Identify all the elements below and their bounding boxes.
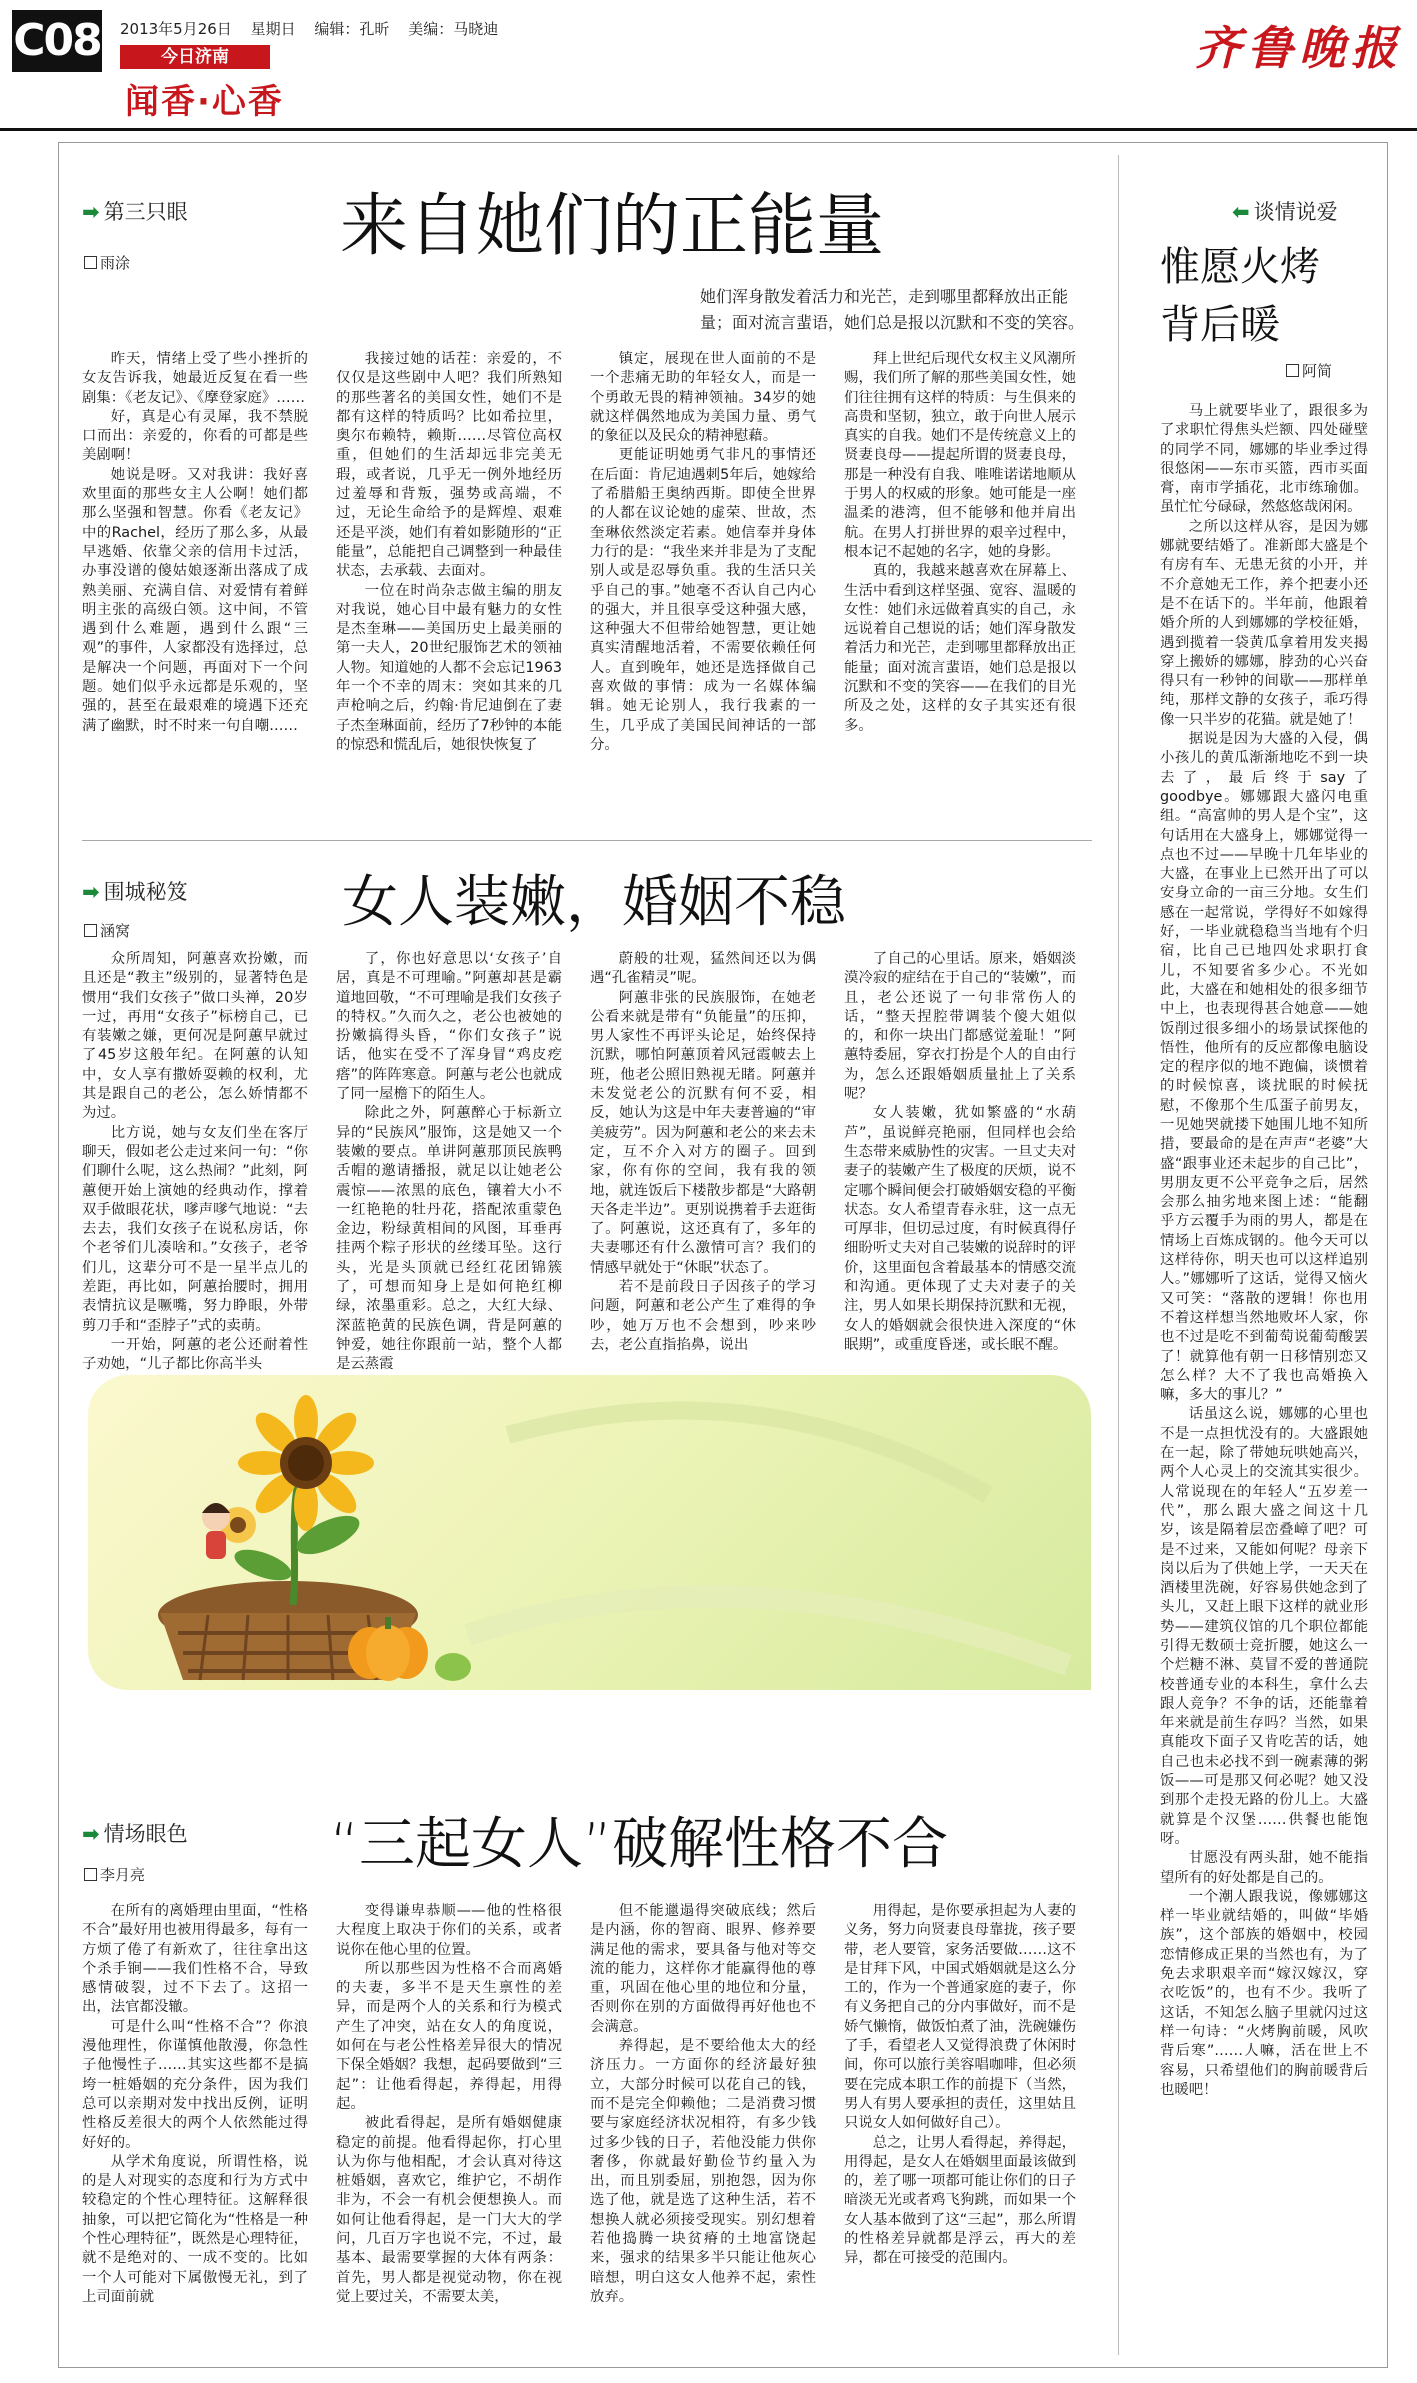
paragraph: 好，真是心有灵犀，我不禁脱口而出：亲爱的，你看的可都是些美剧啊！ xyxy=(82,408,308,464)
paragraph: 一个潮人跟我说，像娜娜这样一毕业就结婚的，叫做“毕婚族”，这个部族的婚姻中，校园恋情修成正果的当然也有，为了免去求职艰辛而“嫁汉嫁汉，穿衣吃饭”的，也有不少。我听了这话，不知怎么脑子里就闪过这样一句诗：“火烤胸前暖，风吹背后寒”……人嘛，活在世上不容易，只希望他们的胸前暖背后也暖吧！ xyxy=(1160,1888,1368,2098)
article3-author: 李月亮 xyxy=(100,1866,146,1884)
paragraph: 据说是因为大盛的入侵，偶小孩儿的黄瓜渐渐地吃不到一块去了，最后终于say了goodbye。娜娜跟大盛闪电重组。“高富帅的男人是个宝”，这句话用在大盛身上，娜娜觉得一点也不过——早晚十几年毕业的大盛，在事业上已然开出了可以安身立命的一亩三分地。女生们感在一起常说，学得好不如嫁得好，一毕业就稳稳当当地有个归宿，比自己已地四处求职打食儿，不知要省多少心。不光如此，大盛在和她相处的很多细节中上，也表现得甚合她意——她饭削过很多细小的场景试探他的悟性，他所有的反应都像电脑设定的程序似的地不跑偏，谈惯着的时候惊喜，谈扰眠的时候抚慰，不像那个生瓜蛋子前男友，一见她哭就搂下她围儿地不知所措，要最命的是在声声“老婆”大盛“跟事业还未起步的自己比”，男朋友更不公平竞争之后，居然会那么抽劣地来图上述：“能翻乎方云覆手为雨的男人，都是在情场上百炼成钢的。他今天可以这样待你，明天也可以这样追别人。”娜娜听了这话，觉得又恼火又可笑：“落散的逻辑！你也用不着这样想当然地败坏人家，你也不过是吃不到葡萄说葡萄酸罢了！就算他有朝一日移情别恋又怎么样？大不了我也高婚换入嘛，多大的事儿？” xyxy=(1160,731,1368,1404)
paragraph: 用得起，是你要承担起为人妻的义务，努力向贤妻良母靠拢，孩子要带，老人要管，家务活要做……这不是甘拜下风，中国式婚姻就是这么分工的，作为一个普通家庭的妻子，你有义务把自己的分内事做好，而不是娇气懒惰，做饭怕煮了油，洗碗嫌伤了手，看望老人又觉得浪费了休闲时间，你可以旅行美容唱咖啡，但必须要在完成本职工作的前提下（当然，男人有男人要承担的责任，这里姑且只说女人如何做好自己）。 xyxy=(844,1903,1076,2132)
paragraph: 昨天，情绪上受了些小挫折的女友告诉我，她最近反复在看一些剧集：《老友记》、《摩登家庭》…… xyxy=(82,351,308,406)
article3-byline xyxy=(84,1864,145,1885)
paragraph: 真的，我越来越喜欢在屏幕上、生活中看到这样坚强、宽容、温暖的女性：她们永远做着真实的自己，永远说着自己想说的话；她们浑身散发着活力和光芒，走到哪里都释放出正能量；面对流言蜚语，她们总是报以沉默和不变的笑容——在我们的目光所及之处，这样的女子其实还有很多。 xyxy=(844,563,1076,734)
arrow-icon: ➡ xyxy=(82,200,100,224)
article3-column-1 xyxy=(82,1902,308,2342)
paragraph: 话虽这么说，娜娜的心里也不是一点担忧没有的。大盛跟她在一起，除了带她玩哄她高兴，两个人心灵上的交流其实很少。人常说现在的年轻人“五岁差一代”，那么跟大盛之间这十几岁，该是隔着层峦叠嶂了吧？可是不过来，又能如何呢？母亲下岗以后为了供她上学，一天天在酒楼里洗碗，好容易供她念到了头儿，又赶上眼下这样的就业形势——建筑仪馆的几个职位都能引得无数硕士竞折腰，她这么一个烂糖不淋、莫冒不爱的普通院校普通专业的本科生，拿什么去跟人竞争？不争的话，还能靠着年来就是前生存吗？当然，如果真能攻下面子又肯吃苦的话，她自己也未必找不到一碗素薄的粥饭——可是那又何必呢？她又没到那个走投无路的份儿上。大盛就算是个汉堡……供餐也能饱呀。 xyxy=(1160,1406,1368,1847)
paragraph: 她说是呀。又对我讲：我好喜欢里面的那些女主人公啊！她们都那么坚强和智慧。你看《老友记》中的Rachel，经历了那么多，从最早逃婚、依靠父亲的信用卡过活，办事没谱的傻姑娘逐渐出落成了成熟美丽、充满自信、对爱情有着鲜明主张的高级白领。这中间，不管遇到什么难题，遇到什么跟“三观”的事件，人家都没有选择过，总是解决一个问题，再面对下一个问题。她们似乎永远都是乐观的，坚强的，甚至在最艰难的境遇下还充满了幽默，时不时来一句自嘲…… xyxy=(82,466,308,734)
article3-column-4 xyxy=(844,1902,1076,2342)
article2-byline xyxy=(84,920,130,941)
paragraph: 甘愿没有两头甜，她不能指望所有的好处都是自己的。 xyxy=(1160,1850,1368,1886)
article2-column-3 xyxy=(590,950,816,1353)
paragraph: 众所周知，阿蕙喜欢扮嫩，而且还是“教主”级别的，显著特色是惯用“我们女孩子”做口头禅，20岁一过，再用“女孩子”标榜自己，已有装嫩之嫌，更何况是阿蕙早就过了45岁这般年纪。在阿蕙的认知中，女人享有撒娇耍赖的权利，尤其是跟自己的老公，怎么娇情都不为过。 xyxy=(82,951,308,1122)
side-headline-line2: 背后暖 xyxy=(1160,302,1280,348)
article2-tag-label: 围城秘笈 xyxy=(103,880,188,904)
issue-date: 2013年5月26日 xyxy=(120,20,232,38)
paragraph: 一开始，阿蕙的老公还耐着性子劝她，“儿子都比你高半头 xyxy=(82,1336,308,1373)
section-title-prefix: 闻香· xyxy=(125,82,212,122)
sunflower-basket-image xyxy=(88,1375,1091,1690)
byline-box-icon xyxy=(84,1868,97,1881)
side-headline-line1: 惟愿火烤 xyxy=(1160,244,1320,290)
arrow-icon: ⬅ xyxy=(1232,200,1250,224)
side-author: 阿简 xyxy=(1302,362,1333,380)
section-title xyxy=(125,74,284,123)
paragraph: 拜上世纪后现代女权主义风潮所赐，我们所了解的那些美国女性，她们往往拥有这样的特质：与生俱来的高贵和坚韧，独立，敢于向世人展示真实的自我。她们不是传统意义上的贤妻良母——提起所谓的贤妻良母，那是一种没有自我、唯唯诺诺地顺从于男人的权威的形象。她可能是一座温柔的港湾，但不能够和他并肩出航。在男人打拼世界的艰辛过程中，根本记不起她的名字，她的身影。 xyxy=(844,351,1076,560)
section-title-suffix: 心香 xyxy=(211,82,284,122)
arrow-icon: ➡ xyxy=(82,1822,100,1846)
paragraph: 被此看得起，是所有婚姻健康稳定的前提。他看得起你，打心里认为你与他相配，才会认真对待这桩婚姻，喜欢它，维护它，不胡作非为，不会一有机会便想换人。而如何让他看得起，是一门大大的学问，几百万字也说不完，不过，最基本、最需要掌握的大体有两条：首先，男人都是视觉动物，你在视觉上要过关，不需要太美， xyxy=(336,2115,562,2305)
article2-author: 涵窝 xyxy=(100,922,131,940)
arrow-icon: ➡ xyxy=(82,880,100,904)
side-column-divider xyxy=(1118,155,1119,2355)
paragraph: 之所以这样从容，是因为娜娜就要结婚了。准新郎大盛是个有房有车、无患无贫的小开，并不介意她无工作，养个把妻小还是不在话下的。半年前，他跟着婚介所的人到娜娜的学校征婚，遇到揽着一袋黄瓜拿着用发夹揭穿上搬娇的娜娜，脖劲的心兴奋得只有一秒钟的间歇——那样单纯，那样文静的女孩子，乖巧得像一只半岁的花猫。就是她了！ xyxy=(1160,518,1368,728)
paragraph: 马上就要毕业了，跟很多为了求职忙得焦头烂额、四处碰壁的同学不同，娜娜的毕业季过得很悠闲——东市买篮，西市买面膏，南市学插花，北市练瑜伽。虽忙忙兮碌碌，然悠悠哉闲闲。 xyxy=(1160,403,1368,516)
header-rule xyxy=(0,128,1417,131)
article2-column-4 xyxy=(844,950,1076,1353)
paragraph: 我接过她的话茬：亲爱的，不仅仅是这些剧中人吧？我们所熟知的那些著名的美国女性，她们不是都有这样的特质吗？比如希拉里，奥尔布赖特，赖斯……尽管位高权重，但她们的生活却远非完美无瑕，或者说，几乎无一例外地经历过羞辱和背叛，强势或高端，不过，无论生命给予的是辉煌、艰难还是平淡，她们有着如影随形的“正能量”，总能把自己调整到一种最佳状态，去承载、去面对。 xyxy=(336,351,562,580)
byline-box-icon xyxy=(84,924,97,937)
side-tag xyxy=(1232,196,1338,226)
article1-tag xyxy=(82,196,188,226)
paragraph: 养得起，是不要给他太大的经济压力。一方面你的经济最好独立，大部分时候可以花自己的钱，而不是完全仰赖他；二是消费习惯要与家庭经济状况相符，有多少钱过多少钱的日子，若他没能力供你奢侈，你就最好勤俭节约量入为出，而且别委屈，别抱怨，因为你选了他，就是选了这种生活，若不想换人就必须接受现实。别幻想着若他捣腾一块贫瘠的土地富饶起来，强求的结果多半只能让他灰心暗想，明白这女人他养不起，索性放弃。 xyxy=(590,2038,816,2305)
paragraph: 更能证明她勇气非凡的事情还在后面：肯尼迪遇刺5年后，她嫁给了希腊船王奥纳西斯。即使全世界的人都在议论她的虚荣、世故，杰奎琳依然淡定若素。她信奉并身体力行的是：“我坐来并非是为了支配别人或是忍辱负重。我的生活只关乎自己的事。”她毫不否认自己内心的强大，并且很享受这种强大感，这种强大不但带给她智慧，更让她真实清醒地活着，不需要依赖任何人。直到晚年，她还是选择做自己喜欢做的事情：成为一名媒体编辑。她无论别人，我行我素的一生，几乎成了美国民间神话的一部分。 xyxy=(590,447,816,753)
page-number: C08 xyxy=(12,10,102,72)
byline-box-icon xyxy=(84,256,97,269)
paragraph: 所以那些因为性格不合而离婚的夫妻，多半不是天生禀性的差异，而是两个人的关系和行为模式产生了冲突，站在女人的角度说，如何在与老公性格差异很大的情况下保全婚姻？我想，起码要做到“三起”：让他看得起，养得起，用得起。 xyxy=(336,1960,562,2112)
side-headline xyxy=(1160,238,1320,354)
article3-column-3 xyxy=(590,1902,816,2342)
article1-author: 雨涂 xyxy=(100,254,131,272)
paragraph: 但不能邋遢得突破底线；然后是内涵，你的智商、眼界、修养要满足他的需求，要具备与他对等交流的能力，这样你才能赢得他的尊重，巩固在他心里的地位和分量，否则你在别的方面做得再好他也不会满意。 xyxy=(590,1903,816,2035)
paragraph: 阿蕙非张的民族服饰，在她老公看来就是带有“负能量”的压抑，男人家性不再评头论足，始终保持沉默，哪怕阿蕙顶着风冠霞帔去上班，他老公照旧熟视无睹。阿蕙并未发觉老公的沉默有何不妥，相反，她认为这是中年夫妻普遍的“审美疲劳”。因为阿蕙和老公的来去未定，互不介入对方的圈子。回到家，你有你的空间，我有我的领地，就连饭后下楼散步都是“大路朝天各走半边”。更别说携着手去逛街了。阿蕙说，这还真有了，多年的夫妻哪还有什么激情可言？我们的情感早就处于“休眠”状态了。 xyxy=(590,989,816,1276)
article2-column-2 xyxy=(336,950,562,1373)
byline-box-icon xyxy=(1286,364,1299,377)
paragraph: 了自己的心里话。原来，婚姻淡漠冷寂的症结在于自己的“装嫩”，而且，老公还说了一句非常伤人的话，“整天捏腔带调装个傻大姐似的，和你一块出门都感觉羞耻！”阿蕙特委屈，穿衣打扮是个人的自由行为，怎么还跟婚姻质量扯上了关系呢？ xyxy=(844,951,1076,1103)
paragraph: 蔚般的壮观，猛然间还以为偶遇“孔雀精灵”呢。 xyxy=(590,951,816,987)
article3-tag xyxy=(82,1818,188,1848)
article1-tag-label: 第三只眼 xyxy=(103,200,188,224)
paragraph: 除此之外，阿蕙醉心于标新立异的“民族风”服饰，这是她又一个装嫩的要点。单讲阿蕙那顶民族鸭舌帽的邀请播报，就足以让她老公震惊——浓黑的底色，镶着大小不一红艳艳的牡丹花，搭配浓重蒙色金边，粉绿黄相间的风图，耳垂再挂两个粽子形状的丝缕耳坠。这行头，光是头顶就已经红花团锦簇了，可想而知身上是如何艳红柳绿，浓墨重彩。总之，大红大绿、深蓝艳黄的民族色调，背是阿蕙的钟爱，她往你跟前一站，整个人都是云蒸霞 xyxy=(336,1105,562,1373)
article1-column-1 xyxy=(82,350,308,750)
article1-column-3 xyxy=(590,350,816,770)
article2-headline: 女人装嫩，婚姻不稳 xyxy=(342,870,846,935)
paragraph: 变得谦卑恭顺——他的性格很大程度上取决于你们的关系，或者说你在他心里的位置。 xyxy=(336,1903,562,1958)
paragraph: 镇定，展现在世人面前的不是一个悲痛无助的年轻女人，而是一个勇敢无畏的精神领袖。34岁的她就这样偶然地成为美国力量、勇气的象征以及民众的精神慰藉。 xyxy=(590,351,816,445)
paragraph: 从学术角度说，所谓性格，说的是人对现实的态度和行为方式中较稳定的个性心理特征。这解释很抽象，可以把它简化为“性格是一种个性心理特征”，既然是心理特征，就不是绝对的、一成不变的。比如一个人可能对下属傲慢无礼，到了上司面前就 xyxy=(82,2153,308,2305)
today-jinan-label: 今日济南 xyxy=(120,45,270,69)
article1-byline xyxy=(84,252,130,273)
paragraph: 一位在时尚杂志做主编的朋友对我说，她心目中最有魅力的女性是杰奎琳——美国历史上最美丽的第一夫人，20世纪服饰艺术的领袖人物。知道她的人都不会忘记1963年一个不幸的周末：突如其来的几声枪响之后，约翰·肯尼迪倒在了妻子杰奎琳面前，经历了7秒钟的本能的惊恐和慌乱后，她很快恢复了 xyxy=(336,582,562,753)
paragraph: 若不是前段日子因孩子的学习问题，阿蕙和老公产生了难得的争吵，她万万也不会想到，吵来吵去，老公直指掐鼻，说出 xyxy=(590,1279,816,1353)
paragraph: 比方说，她与女友们坐在客厅聊天，假如老公走过来问一句：“你们聊什么呢，这么热闹？”此刻，阿蕙便开始上演她的经典动作，撑着双手做眼花状，嗲声嗲气地说：“去去去，我们女孩子在说私房话，你个老爷们儿凑啥和。”女孩子，老爷们儿，这辈分可不是一星半点儿的差距，再比如，阿蕙抬腰时，拥用表情抗议是噘嘴，努力睁眼，外带剪刀手和“歪脖子”式的卖萌。 xyxy=(82,1124,308,1334)
paragraph: 了，你也好意思以‘女孩子’自居，真是不可理喻。”阿蕙却甚是霸道地回敬，“不可理喻是我们女孩子的特权。”久而久之，老公也被她的扮嫩搞得头昏，“你们女孩子”说话，他实在受不了浑身冒“鸡皮疙瘩”的阵阵寒意。阿蕙与老公也就成了同一屋檐下的陌生人。 xyxy=(336,951,562,1103)
paragraph: 可是什么叫“性格不合”？你浪漫他理性，你谨慎他散漫，你急性子他慢性子……其实这些都不是搞垮一桩婚姻的充分条件，因为我们总可以亲期对发中找出反例，证明性格反差很大的两个人依然能过得好好的。 xyxy=(82,2018,308,2151)
article1-column-4 xyxy=(844,350,1076,770)
article3-column-2 xyxy=(336,1902,562,2342)
article3-tag-label: 情场眼色 xyxy=(103,1822,188,1846)
paragraph: 女人装嫩，犹如繁盛的“水葫芦”，虽说鲜亮艳丽，但同样也会给生态带来威胁性的灾害。一旦丈夫对妻子的装嫩产生了极度的厌烦，说不定哪个瞬间便会打破婚姻安稳的平衡状态。女人希望青春永驻，这一点无可厚非，但切忌过度，有时候真得仔细盼听丈夫对自己装嫩的说辞时的评价，这里面包含着最基本的情感交流和沟通。更体现了丈夫对妻子的关注，男人如果长期保持沉默和无视，女人的婚姻就会很快进入深度的“休眠期”，或重度昏迷，或长眠不醒。 xyxy=(844,1105,1076,1353)
sunflower-illustration xyxy=(88,1375,1091,1690)
paragraph: 总之，让男人看得起，养得起，用得起，是女人在婚姻里面最该做到的，差了哪一项都可能让你们的日子暗淡无光或者鸡飞狗跳，而如果一个女人基本做到了这“三起”，那么所谓的性格差异就都是浮云，再大的差异，都在可接受的范围内。 xyxy=(844,2134,1076,2267)
article1-column-2 xyxy=(336,350,562,770)
section-divider xyxy=(82,840,1092,841)
issue-weekday: 星期日 xyxy=(250,20,296,38)
article1-headline: 来自她们的正能量 xyxy=(340,187,885,266)
article2-tag xyxy=(82,876,188,906)
art-editor-credit: 美编：马晓迪 xyxy=(408,20,499,38)
article3-headline: “三起女人”破解性格不合 xyxy=(330,1812,949,1877)
side-article-body xyxy=(1160,402,1368,2346)
article1-lede: 她们浑身散发着活力和光芒，走到哪里都释放出正能量；面对流言蜚语，她们总是报以沉默和不变的笑容。 xyxy=(700,287,1085,332)
paragraph: 在所有的离婚理由里面，“性格不合”最好用也被用得最多，每有一方烦了倦了有新欢了，往往拿出这个杀手锏——我们性格不合，导致感情破裂，过不下去了。这招一出，法官都没辙。 xyxy=(82,1903,308,2016)
newspaper-logo: 齐鲁晚报 xyxy=(1195,21,1403,75)
side-tag-label: 谈情说爱 xyxy=(1253,200,1338,224)
side-byline xyxy=(1286,360,1332,381)
article2-column-1 xyxy=(82,950,308,1373)
issue-meta xyxy=(120,18,512,39)
editor-credit: 编辑：孔昕 xyxy=(314,20,390,38)
